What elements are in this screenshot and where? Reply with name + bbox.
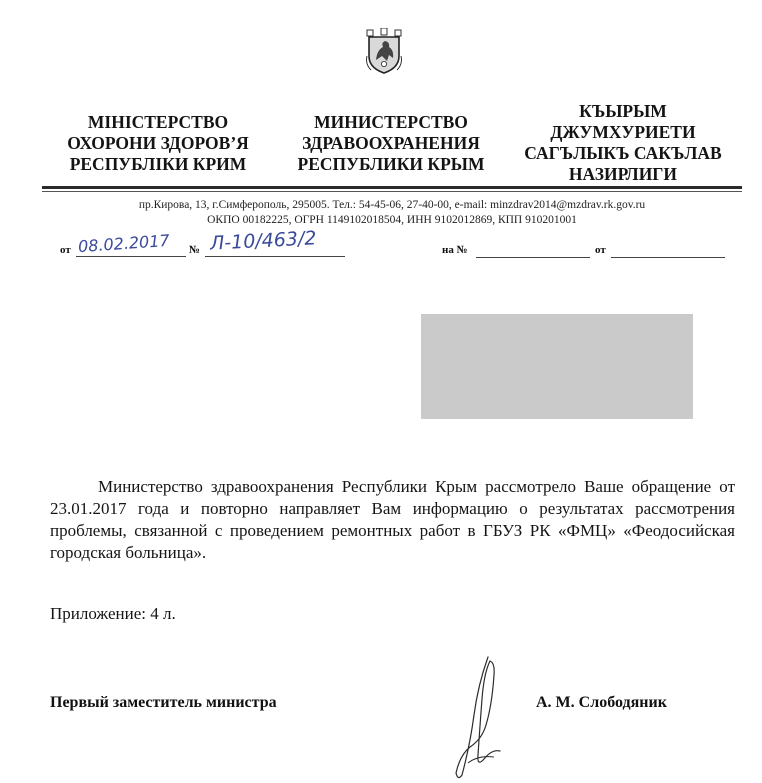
crimea-emblem-icon — [365, 28, 403, 74]
header-line: РЕСПУБЛІКИ КРИМ — [69, 154, 247, 174]
header-line: ОХОРОНИ ЗДОРОВ’Я — [67, 133, 249, 153]
header-line: ДЖУМХУРИЕТИ — [550, 122, 696, 142]
handwritten-signature — [448, 655, 518, 783]
header-divider-thin — [42, 191, 742, 192]
date-line — [76, 256, 186, 257]
ministry-name-crimean-tatar — [508, 101, 738, 185]
header-line: МІНІСТЕРСТВО — [87, 112, 229, 132]
from-label: от — [60, 244, 71, 256]
handwritten-number: Л-10/463/2 — [209, 227, 317, 255]
number-label: № — [189, 244, 201, 256]
ref-from-label: от — [595, 244, 606, 256]
header-line: МИНИСТЕРСТВО — [314, 112, 468, 132]
ref-date-line — [611, 257, 725, 258]
signatory-name: А. М. Слободяник — [536, 694, 667, 711]
number-line — [205, 256, 345, 257]
contact-address: пр.Кирова, 13, г.Симферополь, 295005. Тел.: 54-45-06, 27-40-00, e-mail: minzdrav2014@mzdrav.rk.gov.ru — [138, 199, 646, 211]
ministry-name-russian — [282, 112, 500, 175]
ministry-name-ukrainian — [48, 112, 268, 175]
header-line: РЕСПУБЛИКИ КРЫМ — [297, 154, 485, 174]
attachment-note: Приложение: 4 л. — [50, 604, 176, 623]
signatory-role: Первый заместитель министра — [50, 694, 277, 711]
ref-number-label: на № — [442, 244, 468, 256]
contact-registry-codes: ОКПО 00182225, ОГРН 1149102018504, ИНН 9102012869, КПП 910201001 — [207, 214, 577, 226]
handwritten-date: 08.02.2017 — [77, 230, 171, 257]
header-line: ЗДРАВООХРАНЕНИЯ — [302, 133, 480, 153]
header-line: НАЗИРЛИГИ — [568, 164, 678, 184]
letter-body: Министерство здравоохранения Республики Крым рассмотрело Ваше обращение от 23.01.2017 года и повторно направляет Вам информацию о результатах рассмотрения проблемы, связанной с проведением ремонтных работ в ГБУЗ РК «ФМЦ» «Феодосийская городская больница». — [50, 477, 735, 562]
header-line: САГЪЛЫКЪ САКЪЛАВ — [524, 143, 722, 163]
ref-number-line — [476, 257, 590, 258]
header-divider-thick — [42, 186, 742, 189]
header-line: КЪЫРЫМ — [579, 101, 667, 121]
redacted-recipient-block — [421, 314, 693, 419]
